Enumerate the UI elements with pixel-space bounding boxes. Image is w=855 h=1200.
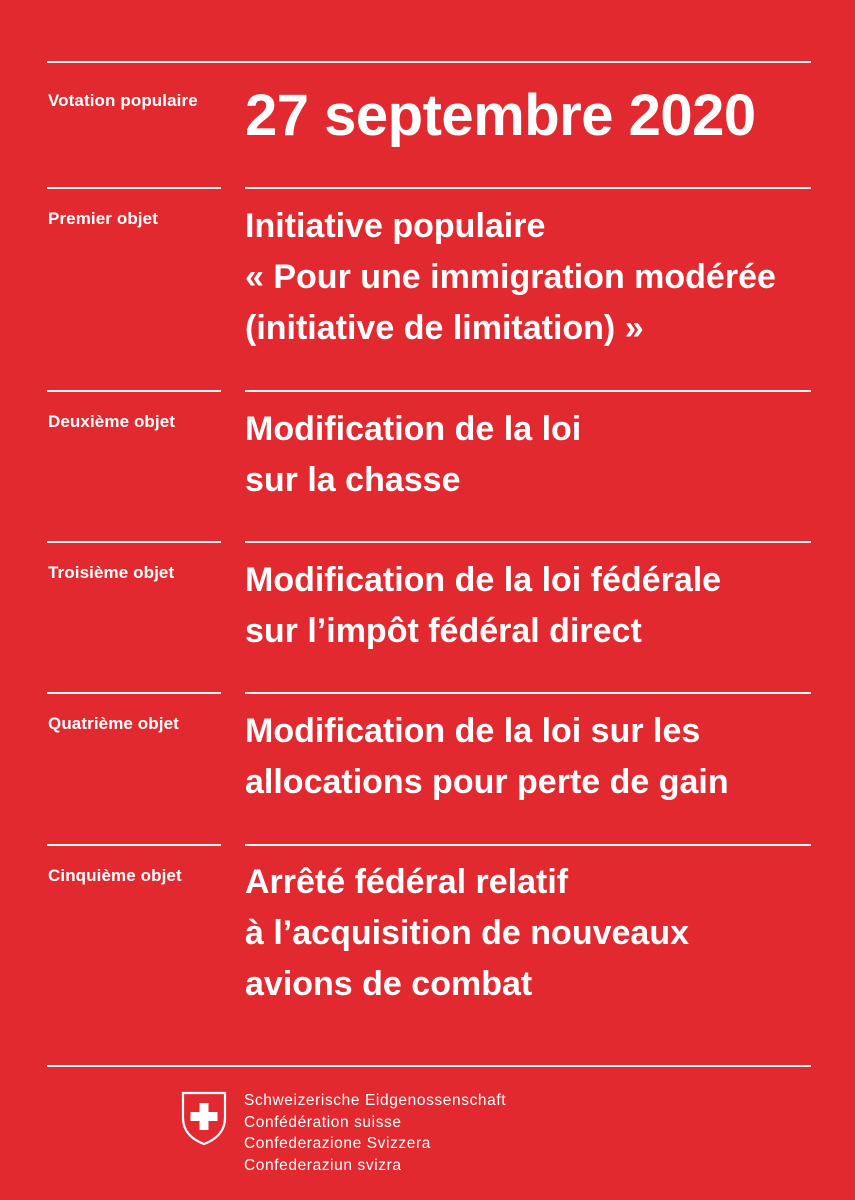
confederation-names — [244, 1090, 506, 1176]
object-title-3 — [245, 555, 721, 657]
confederation-name-it: Confederazione Svizzera — [244, 1135, 431, 1152]
object-title-line: allocations pour perte de gain — [245, 763, 729, 801]
object-title-line: Initiative populaire — [245, 207, 546, 245]
object-title-4 — [245, 706, 729, 808]
divider-right — [245, 844, 811, 846]
object-title-2 — [245, 404, 581, 506]
object-title-line: Modification de la loi fédérale — [245, 561, 722, 599]
divider-left — [47, 844, 221, 846]
confederation-name-rm: Confederaziun svizra — [244, 1156, 402, 1174]
object-title-line: « Pour une immigration modérée — [245, 258, 776, 296]
confederation-name-de: Schweizerische Eidgenossenschaft — [244, 1092, 507, 1109]
object-title-line: Modification de la loi sur les — [245, 712, 701, 750]
object-title-line: sur la chasse — [245, 461, 461, 499]
divider-right — [245, 187, 811, 189]
divider-right — [245, 541, 811, 543]
federal-footer — [180, 1090, 506, 1176]
object-label-3: Troisième objet — [48, 563, 175, 582]
object-title-1 — [245, 201, 776, 354]
object-title-line: Modification de la loi — [245, 410, 582, 448]
divider-left — [47, 692, 221, 694]
divider-left — [47, 390, 221, 392]
object-label-1: Premier objet — [48, 209, 158, 228]
object-label-2: Deuxième objet — [48, 412, 176, 431]
object-title-line: avions de combat — [245, 965, 533, 1003]
object-label-5: Cinquième objet — [48, 866, 182, 885]
object-title-line: sur l’impôt fédéral direct — [245, 612, 642, 650]
object-title-line: (initiative de limitation) » — [245, 309, 644, 347]
vote-date: 27 septembre 2020 — [245, 83, 756, 148]
object-label-4: Quatrième objet — [48, 714, 179, 733]
object-title-5 — [245, 857, 689, 1010]
divider-left — [47, 541, 221, 543]
confederation-name-fr: Confédération suisse — [244, 1113, 402, 1131]
header-label: Votation populaire — [48, 91, 198, 110]
divider-right — [245, 390, 811, 392]
object-title-line: Arrêté fédéral relatif — [245, 863, 569, 901]
object-title-line: à l’acquisition de nouveaux — [245, 914, 689, 952]
bottom-divider — [47, 1065, 811, 1067]
swiss-coat-of-arms-icon — [180, 1090, 228, 1146]
divider-left — [47, 187, 221, 189]
top-divider — [47, 61, 811, 63]
divider-right — [245, 692, 811, 694]
